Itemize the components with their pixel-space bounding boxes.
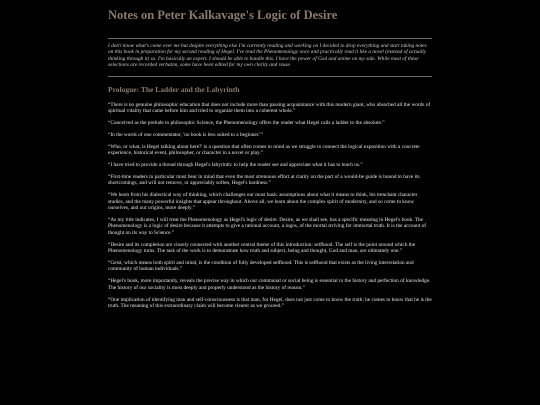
quote-paragraph: “There is no genuine philosophic education that does not include more than passing acquaintance with this modern giant, who absorbed all the words of spiritual vitality that came before him and tried to organize them into a coherent whole.” xyxy=(108,101,431,115)
quote-list xyxy=(108,102,432,310)
quote-paragraph: “Desire and its completion are closely connected with another central theme of this introduction: selfhood. The self is the point around which the Phenomenology turns. The task of the work is to demonstrate how truth and subject, being and thought, God and man, are ultimately one.” xyxy=(108,241,416,255)
quote-paragraph: “Geist, which means both spirit and mind, is the condition of fully developed selfhood. This is selfhood that exists as the living interrelation and community of human individuals.” xyxy=(108,260,414,273)
intro-paragraph: I don't know what's come over me but despite everything else I'm currently reading and working on I decided to drop everything and start taking notes on this book in preparation for my second reading of Hegel. I've read the Phenomenology once and practically read it like a novel (instead of actually thinking through it) so. I'm basically an expert. I should be able to handle this. I have the power of God and anime on my side. While most of these selections are recorded verbatim, some have been edited for my own clarity and reuse. xyxy=(108,43,427,69)
divider xyxy=(108,76,432,77)
quote-paragraph: “Hegel's book, more importantly, reveals the precise way in which our communal or social being is essential to the history and perfection of knowledge. The history of our sociality is most deeply and properly understood as the history of reason.” xyxy=(108,278,431,291)
quote-paragraph: “I have tried to provide a thread through Hegel's labyrinth: to help the reader see and appreciate what it has to teach us.” xyxy=(108,162,363,169)
quote-paragraph: “We learn from his dialectical way of thinking, which challenges our most basic assumptions about what it means to think, his trenchant character studies, and the many powerful insights that appear throughout. Above all, we learn about the complex spirit of modernity, and so come to know ourselves, and our origins, more deeply.” xyxy=(108,192,418,212)
quote-paragraph: “One implication of identifying man and self-consciousness is that man, for Hegel, does not just come to know the truth: he comes to know that he is the truth. The meaning of this extraordinary claim will become clearer as we proceed.” xyxy=(108,296,432,310)
quote-paragraph: “Who, or what, is Hegel talking about here?' is a question that often comes to mind as we struggle to connect the logical exposition with a concrete experience, historical event, philosopher, or character in a novel or play.” xyxy=(108,143,420,157)
divider xyxy=(108,38,432,39)
page-title: Notes on Peter Kalkavage's Logic of Desire xyxy=(108,8,338,22)
quote-paragraph: “Conceived as the prelude to philosophic Science, the Phenomenology offers the reader what Hegel calls a ladder to the absolute.” xyxy=(108,119,385,126)
quote-paragraph: “In the words of one commentator, 'no book is less suited to a beginner.'” xyxy=(108,131,263,138)
quote-paragraph: “First-time readers in particular must bear in mind that even the most strenuous effort at clarity on the part of a would-be guide is bound to have its shortcomings, and will not remove, or appreciably soften, Hegel's hardness.” xyxy=(108,173,420,187)
section-heading: Prologue: The Ladder and the Labyrinth xyxy=(108,84,240,94)
quote-paragraph: “As my title indicates, I will treat the Phenomenology as Hegel's logic of desire. Desire, as we shall see, has a specific meaning in Hegel's book. The Phenomenology is a logic of desire because it attempts to give a rational account, a logos, of the mortal striving for immortal truth. It is the account of thought on its way to Science.” xyxy=(108,217,427,236)
